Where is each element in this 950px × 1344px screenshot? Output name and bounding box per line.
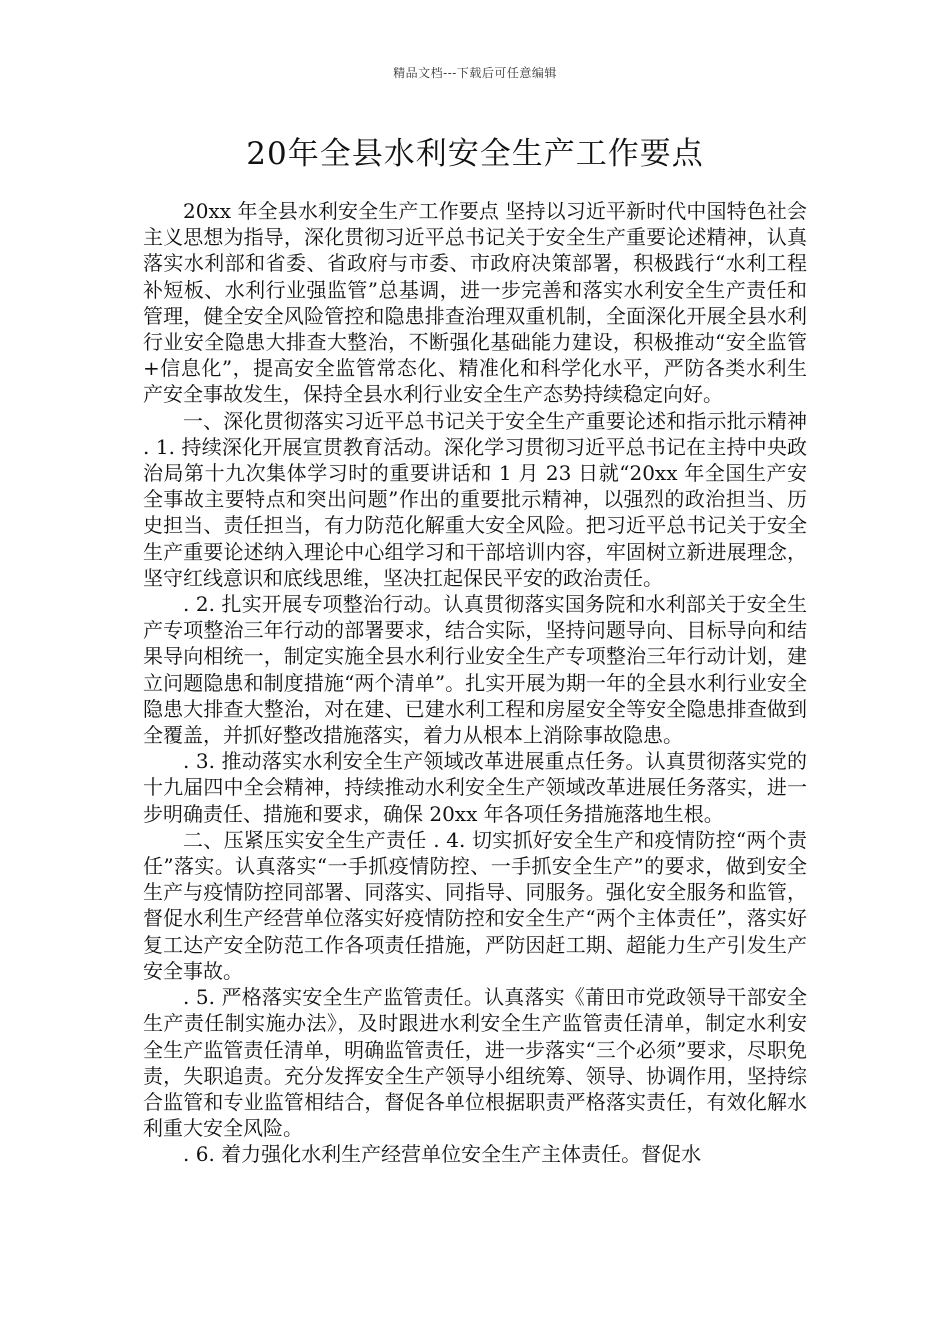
paragraph-section-1: 一、深化贯彻落实习近平总书记关于安全生产重要论述和指示批示精神 . 1. 持续深化开展宣贯教育活动。深化学习贯彻习近平总书记在主持中央政治局第十九次集体学习时的重要讲话和 1 月 23 日就“20xx 年全国生产安全事故主要特点和突出问题”作出的重要批示精神，以强烈的政治担当、历史担当、责任担当，有力防范化解重大安全风险。把习近平总书记关于安全生产重要论述纳入理论中心组学习和干部培训内容，牢固树立新进展理念，坚守红线意识和底线思维，坚决扛起保民平安的政治责任。 [143, 408, 807, 590]
paragraph-item-5: . 5. 严格落实安全生产监管责任。认真落实《莆田市党政领导干部安全生产责任制实施办法》，及时跟进水利安全生产监管责任清单，制定水利安全生产监管责任清单，明确监管责任，进一步落实“三个必须”要求，尽职免责，失职追责。充分发挥安全生产领导小组统筹、领导、协调作用，坚持综合监管和专业监管相结合，督促各单位根据职责严格落实责任，有效化解水利重大安全风险。 [143, 985, 807, 1141]
paragraph-section-2: 二、压紧压实安全生产责任 . 4. 切实抓好安全生产和疫情防控“两个责任”落实。认真落实“一手抓疫情防控、一手抓安全生产”的要求，做到安全生产与疫情防控同部署、同落实、同指导、同服务。强化安全服务和监管，督促水利生产经营单位落实好疫情防控和安全生产“两个主体责任”，落实好复工达产安全防范工作各项责任措施，严防因赶工期、超能力生产引发生产安全事故。 [143, 827, 807, 983]
paragraph-item-6: . 6. 着力强化水利生产经营单位安全生产主体责任。督促水 [183, 1142, 702, 1167]
paragraph-intro: 20xx 年全县水利安全生产工作要点 坚持以习近平新时代中国特色社会主义思想为指导，深化贯彻习近平总书记关于安全生产重要论述精神，认真落实水利部和省委、省政府与市委、市政府决策部署，积极践行“水利工程补短板、水利行业强监管”总基调，进一步完善和落实水利安全生产责任和管理，健全安全风险管控和隐患排查治理双重机制，全面深化开展全县水利行业安全隐患大排查大整治，不断强化基础能力建设，积极推动“安全监管+信息化”，提高安全监管常态化、精准化和科学化水平，严防各类水利生产安全事故发生，保持全县水利行业安全生产态势持续稳定向好。 [143, 199, 807, 407]
paragraph-item-2: . 2. 扎实开展专项整治行动。认真贯彻落实国务院和水利部关于安全生产专项整治三年行动的部署要求，结合实际，坚持问题导向、目标导向和结果导向相统一，制定实施全县水利行业安全生产专项整治三年行动计划，建立问题隐患和制度措施“两个清单”。扎实开展为期一年的全县水利行业安全隐患大排查大整治，对在建、已建水利工程和房屋安全等安全隐患排查做到全覆盖，并抓好整改措施落实，着力从根本上消除事故隐患。 [143, 592, 807, 748]
document-title: 20年全县水利安全生产工作要点 [246, 136, 704, 172]
header-note: 精品文档---下载后可任意编辑 [393, 66, 557, 80]
paragraph-item-3: . 3. 推动落实水利安全生产领域改革进展重点任务。认真贯彻落实党的十九届四中全会精神，持续推动水利安全生产领域改革进展任务落实，进一步明确责任、措施和要求，确保 20xx 年各项任务措施落地生根。 [143, 749, 807, 826]
document-body [143, 198, 807, 1168]
